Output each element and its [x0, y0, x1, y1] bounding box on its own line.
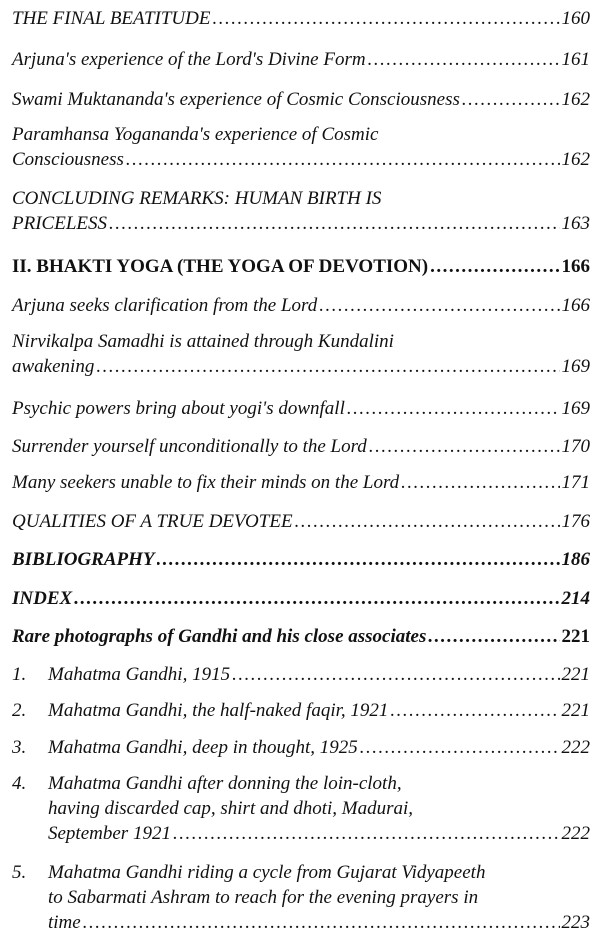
photo-list-item: [12, 662, 590, 687]
dot-leader: [430, 254, 559, 279]
toc-entry-page: 162: [561, 149, 590, 170]
dot-leader: [109, 211, 560, 236]
toc-entry-title: Arjuna seeks clarification from the Lord: [12, 295, 318, 316]
dot-leader: [428, 624, 559, 649]
toc-entry: [12, 293, 590, 318]
photo-item-number: 2.: [12, 700, 27, 721]
toc-entry-title-line: Paramhansa Yogananda's experience of Cosmic: [12, 124, 379, 145]
dot-leader: [96, 354, 559, 379]
toc-entry-page: 160: [561, 8, 590, 29]
toc-entry-page: 171: [561, 472, 590, 493]
toc-entry: [12, 396, 590, 421]
photo-item-page: 223: [561, 912, 590, 933]
toc-entry-page: 186: [561, 549, 590, 570]
toc-entry-page: 169: [561, 356, 590, 377]
toc-entry-page: 221: [561, 626, 590, 647]
toc-entry: [12, 122, 590, 172]
dot-leader: [173, 821, 560, 846]
toc-entry-page: 166: [561, 295, 590, 316]
photo-item-page: 221: [561, 664, 590, 685]
toc-entry-title: Rare photographs of Gandhi and his close associates: [12, 626, 427, 647]
toc-entry-title: Many seekers unable to fix their minds on the Lord: [12, 472, 400, 493]
toc-section-entry: [12, 254, 590, 279]
photo-item-page: 222: [561, 737, 590, 758]
dot-leader: [157, 547, 560, 572]
dot-leader: [390, 698, 559, 723]
toc-entry-page: 176: [561, 511, 590, 532]
toc-entry-title: THE FINAL BEATITUDE: [12, 8, 211, 29]
toc-entry-title: II. BHAKTI YOGA (THE YOGA OF DEVOTION): [12, 256, 429, 277]
dot-leader: [232, 662, 559, 687]
dot-leader: [360, 735, 560, 760]
toc-entry-page: 170: [561, 436, 590, 457]
toc-entry: [12, 547, 590, 572]
toc-entry-title: Swami Muktananda's experience of Cosmic Consciousness: [12, 89, 460, 110]
toc-entry-title: BIBLIOGRAPHY: [12, 549, 155, 570]
photo-item-title-line: to Sabarmati Ashram to reach for the evening prayers in: [48, 887, 479, 908]
toc-entry-page: 161: [561, 49, 590, 70]
photo-list-item: [12, 735, 590, 760]
toc-entry-page: 214: [561, 588, 590, 609]
photo-item-number: 3.: [12, 737, 27, 758]
photo-item-number: 4.: [12, 773, 27, 794]
photo-item-page: 222: [561, 823, 590, 844]
toc-entry-page: 162: [561, 89, 590, 110]
toc-entry-title: QUALITIES OF A TRUE DEVOTEE: [12, 511, 293, 532]
toc-entry-title-line: awakening: [12, 356, 95, 377]
dot-leader: [401, 470, 559, 495]
photo-item-title-line: Mahatma Gandhi riding a cycle from Gujarat Vidyapeeth: [48, 862, 486, 883]
photo-item-page: 221: [561, 700, 590, 721]
photo-item-title: Mahatma Gandhi, 1915: [48, 664, 231, 685]
toc-entry-title: INDEX: [12, 588, 73, 609]
dot-leader: [369, 434, 560, 459]
toc-entry: [12, 6, 590, 31]
toc-entry-title: Psychic powers bring about yogi's downfall: [12, 398, 345, 419]
dot-leader: [462, 87, 560, 112]
toc-entry-page: 166: [561, 256, 590, 277]
toc-entry-title-line: PRICELESS: [12, 213, 107, 234]
toc-entry-title: Surrender yourself unconditionally to the Lord: [12, 436, 367, 457]
dot-leader: [83, 910, 560, 935]
toc-entry: [12, 329, 590, 379]
toc-entry: [12, 87, 590, 112]
photo-item-title: Mahatma Gandhi, deep in thought, 1925: [48, 737, 358, 758]
dot-leader: [319, 293, 559, 318]
toc-entry: [12, 624, 590, 649]
photo-list-item: [12, 698, 590, 723]
toc-entry-title-line: Consciousness: [12, 149, 124, 170]
toc-entry: [12, 586, 590, 611]
photo-item-title-line: Mahatma Gandhi after donning the loin-cloth,: [48, 773, 402, 794]
photo-list-item: [12, 771, 590, 846]
toc-entry: [12, 47, 590, 72]
photo-item-title: Mahatma Gandhi, the half-naked faqir, 1921: [48, 700, 389, 721]
dot-leader: [126, 147, 560, 172]
toc-entry-title-line: CONCLUDING REMARKS: HUMAN BIRTH IS: [12, 188, 382, 209]
dot-leader: [212, 6, 559, 31]
dot-leader: [368, 47, 560, 72]
dot-leader: [295, 509, 560, 534]
photo-item-title-line: time: [48, 912, 81, 933]
toc-entry-title: Arjuna's experience of the Lord's Divine Form: [12, 49, 366, 70]
photo-item-number: 5.: [12, 862, 27, 883]
photo-item-title-line: having discarded cap, shirt and dhoti, Madurai,: [48, 798, 414, 819]
toc-entry-title-line: Nirvikalpa Samadhi is attained through Kundalini: [12, 331, 394, 352]
photo-list-item: [12, 860, 590, 935]
toc-entry: [12, 434, 590, 459]
dot-leader: [74, 586, 559, 611]
toc-entry: [12, 186, 590, 236]
dot-leader: [347, 396, 560, 421]
photo-item-title-line: September 1921: [48, 823, 171, 844]
toc-entry: [12, 470, 590, 495]
photo-item-number: 1.: [12, 664, 27, 685]
toc-entry: [12, 509, 590, 534]
toc-entry-page: 163: [561, 213, 590, 234]
toc-entry-page: 169: [561, 398, 590, 419]
